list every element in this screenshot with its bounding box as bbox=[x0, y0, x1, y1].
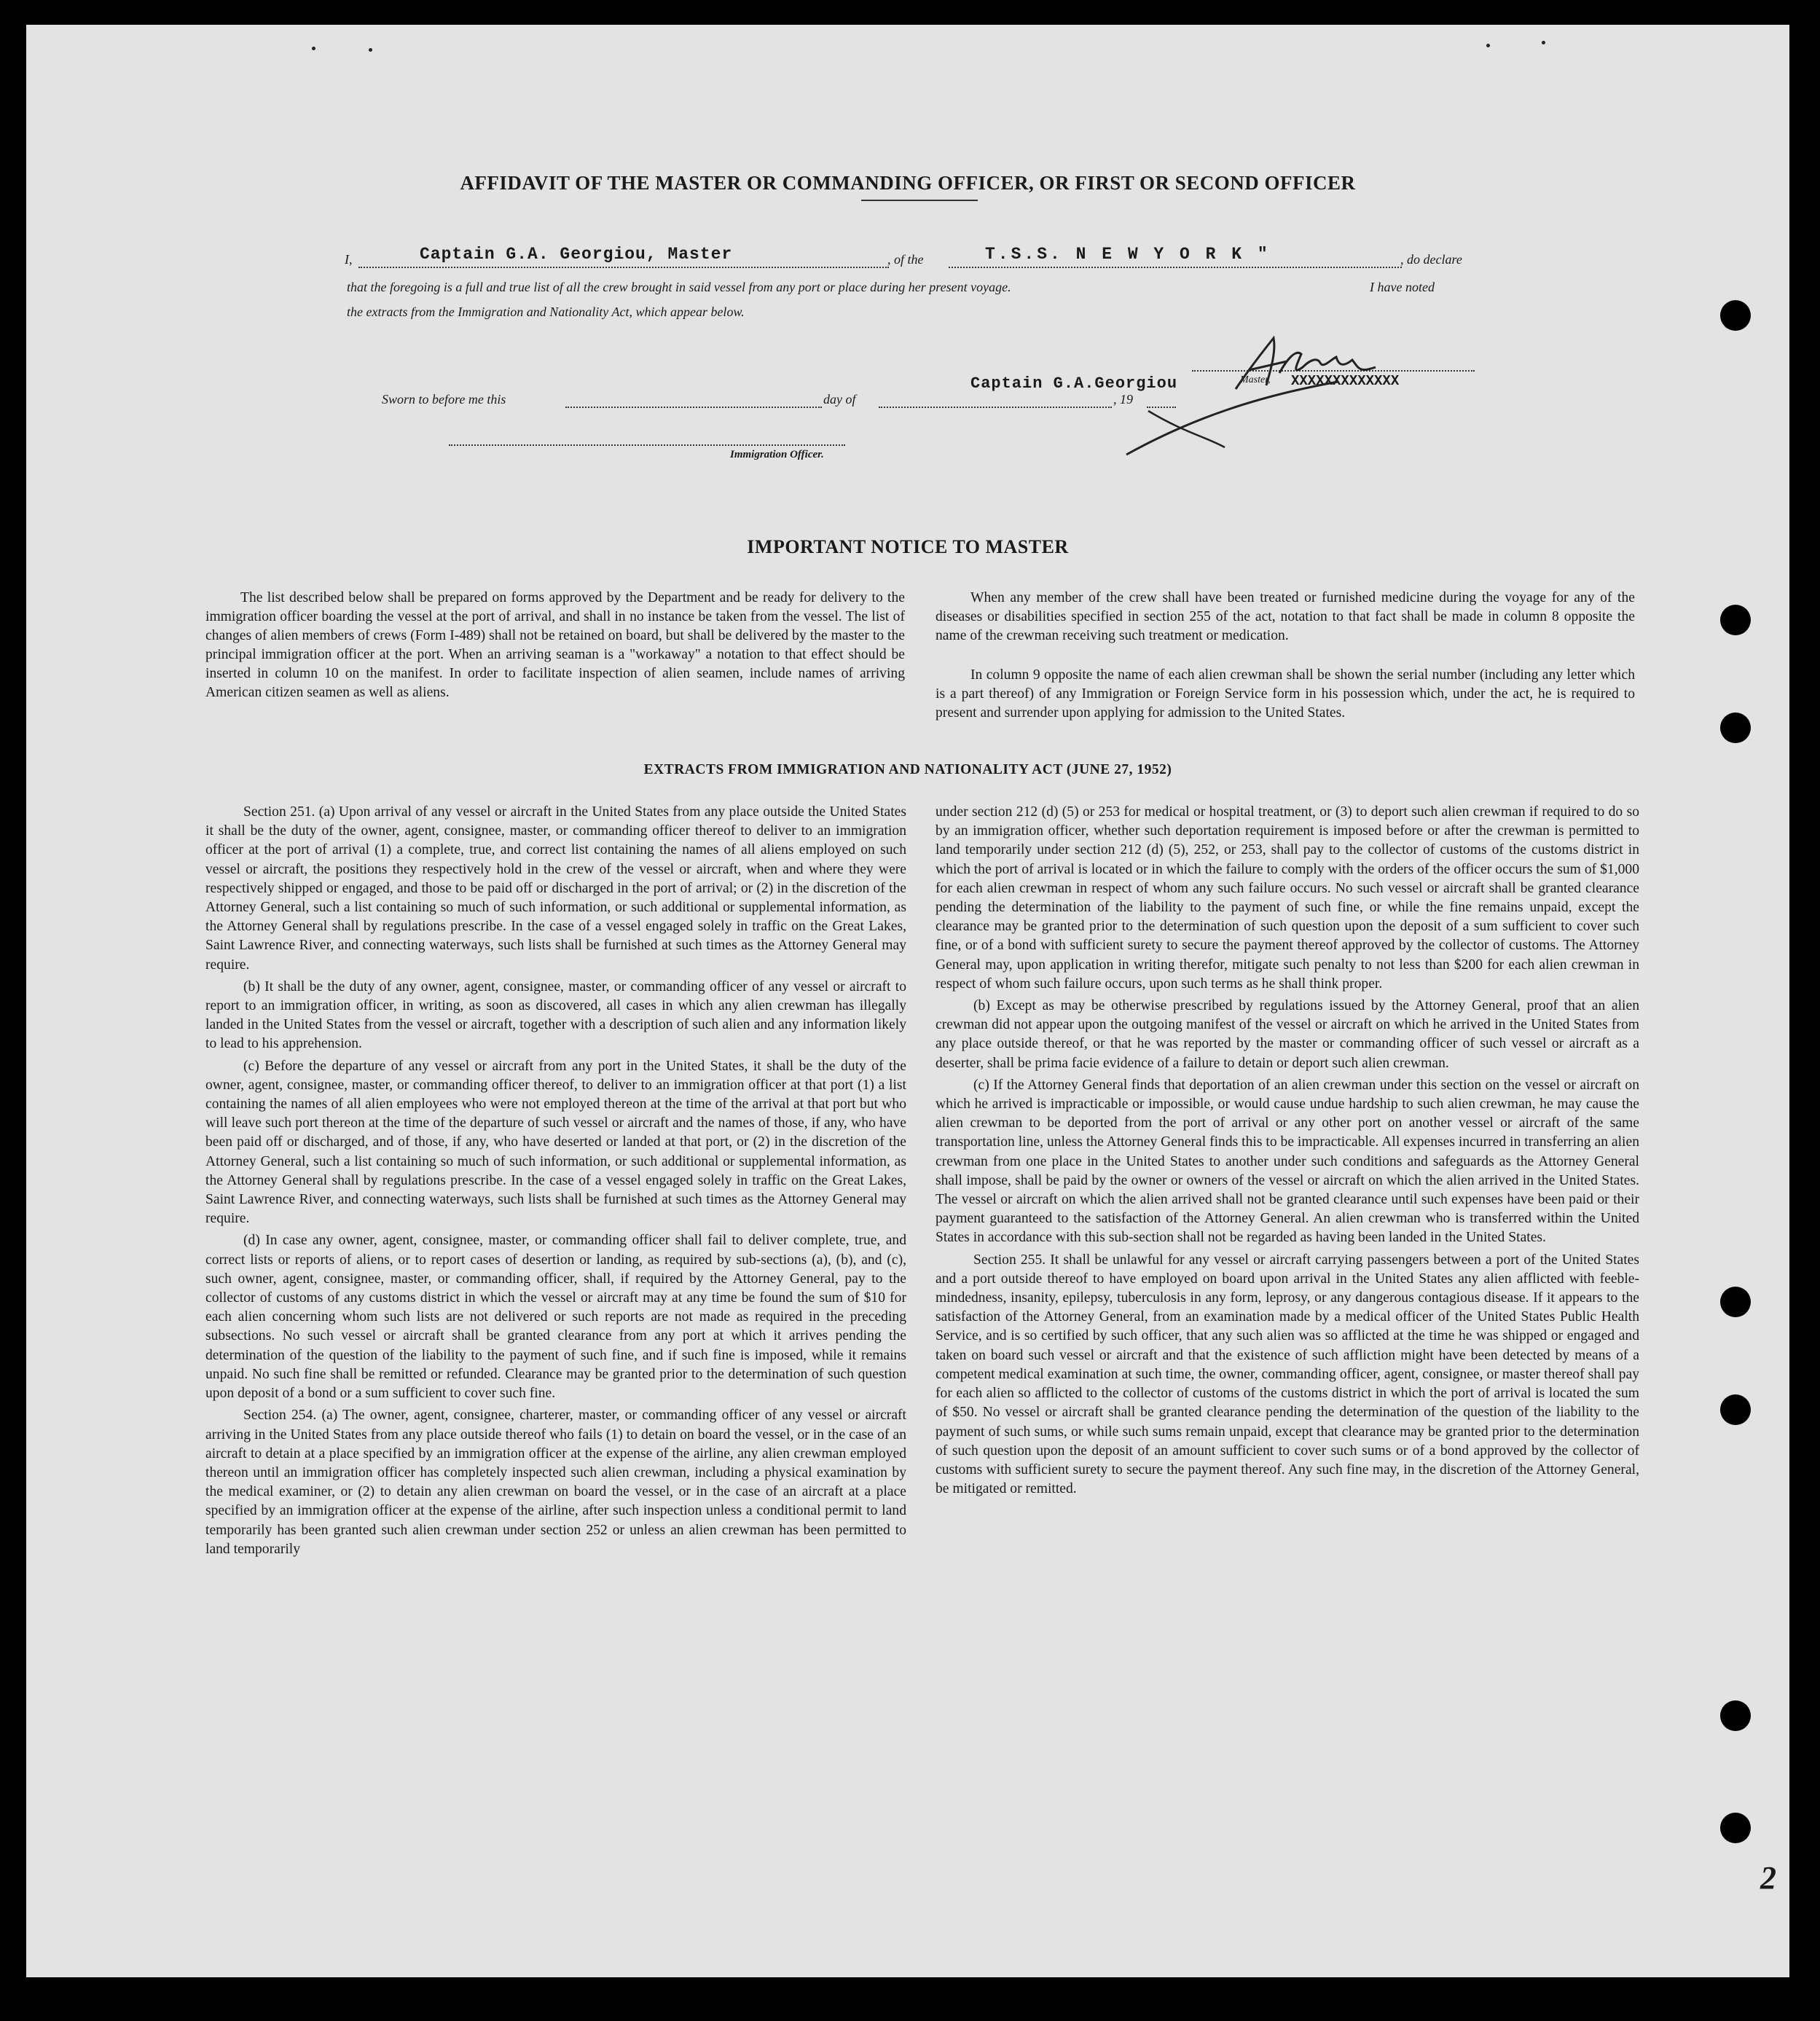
vessel-name: T.S.S. N E W Y O R K " bbox=[985, 245, 1271, 264]
i-label: I, bbox=[345, 252, 353, 267]
officer-label: Immigration Officer. bbox=[730, 449, 824, 460]
extracts-title: EXTRACTS FROM IMMIGRATION AND NATIONALITY ACT (JUNE 27, 1952) bbox=[643, 762, 1172, 777]
notice-left-text: The list described below shall be prepared on forms approved by the Department and be ready for delivery to the immigration officer boarding the vessel at the port of arrival, and shall in no instance be taken from the vessel. The list of changes of alien members of crews (Form I-489) shall not be retained on board, but shall be delivered by the master to the principal immigration officer at the port. When an arriving seaman is a "workaway" a notation to that effect should be inserted in column 10 on the manifest. In order to facilitate inspection of alien seamen, include names of arriving American citizen seamen as well as aliens. bbox=[205, 590, 905, 700]
title-rule bbox=[861, 200, 978, 201]
notice-right-text-2: In column 9 opposite the name of each alien crewman shall be shown the serial number (including any letter which is a part thereof) of any Immigration or Foreign Service form in his possession which, under the act, he is required to present and surrender upon applying for admission to the United States. bbox=[936, 667, 1635, 721]
section-251-d: (d) In case any owner, agent, consignee, master, or commanding officer shall fail to deliver complete, true, and correct lists or reports of aliens, or to report cases of desertion or landing, as required by sub-sections (a), (b), and (c), such owner, agent, consignee, master, or commanding officer, shall, if required by the Attorney General, pay to the collector of customs of any customs district in which the vessel or aircraft may at any time be found the sum of $10 for each alien concerning whom such lists are not delivered or such reports are not made as required in the preceding subsections. No such vessel or aircraft shall be granted clearance from any port at which it arrives pending the determination of the question of the liability to the payment of such fine, and if such fine is imposed, while it remains unpaid. No such fine shall be remitted or refunded. Clearance may be granted prior to the determination of such question upon deposit of a bond or a sum sufficient to cover such fine. bbox=[205, 1233, 906, 1402]
extracts-left-column bbox=[205, 803, 906, 1562]
page-mark: 2 bbox=[1760, 1860, 1776, 1896]
declare-label: , do declare bbox=[1400, 252, 1462, 267]
day-of-label: day of bbox=[823, 392, 856, 407]
punch-hole bbox=[1720, 605, 1751, 635]
declaration-line-2: the extracts from the Immigration and Nationality Act, which appear below. bbox=[347, 305, 745, 319]
speck bbox=[1486, 44, 1490, 47]
sworn-label: Sworn to before me this bbox=[382, 392, 506, 407]
section-251-a: Section 251. (a) Upon arrival of any vessel or aircraft in the United States from any place outside the United States it shall be the duty of the owner, agent, consignee, master, or commanding officer thereof to deliver to an immigration officer at the port of arrival (1) a complete, true, and correct list containing the names of all aliens employed on such vessel or aircraft, the positions they respectively hold in the crew of the vessel or aircraft, when and where they were respectively shipped or engaged, and those to be paid off or discharged in the port of arrival; or (2) in the discretion of the Attorney General, such a list containing so much of such information, or such additional or supplemental information, as the Attorney General shall by regulations prescribe. In the case of a vessel engaged solely in traffic on the Great Lakes, Saint Lawrence River, and connecting waterways, such lists shall be furnished at such times as the Attorney General may require. bbox=[205, 804, 906, 973]
punch-hole bbox=[1720, 1394, 1751, 1425]
sworn-month-line bbox=[879, 407, 1112, 408]
master-name-line bbox=[358, 267, 889, 268]
punch-hole bbox=[1720, 1700, 1751, 1731]
extracts-right-column bbox=[936, 803, 1639, 1502]
speck bbox=[1542, 41, 1545, 44]
punch-hole bbox=[1720, 1287, 1751, 1317]
speck bbox=[312, 47, 315, 50]
section-251-c: (c) Before the departure of any vessel or aircraft from any port in the United States, it shall be the duty of the owner, agent, consignee, master, or commanding officer thereof, to deliver to an immigration officer at that port (1) a list containing the names of all alien employees who were not employed thereon at the time of the arrival at that port but who will leave such port thereon at the time of the departure of such vessel or aircraft and the names of those, if any, who have been paid off or discharged, and of those, if any, who have deserted or landed at that port, or (2) in the discretion of the Attorney General, such a list containing so much of such information, or such additional or supplemental information, as the Attorney General shall by regulations prescribe. In the case of a vessel engaged solely in traffic on the Great Lakes, Saint Lawrence River, and connecting waterways, such lists shall be furnished at such times as the Attorney General may require. bbox=[205, 1058, 906, 1227]
year-label: , 19 bbox=[1113, 392, 1133, 407]
punch-hole bbox=[1720, 713, 1751, 743]
master-name: Captain G.A. Georgiou, Master bbox=[420, 245, 733, 264]
notice-right-text-1: When any member of the crew shall have been treated or furnished medicine during the voyage for any of the diseases or disabilities specified in section 255 of the act, notation to that fact shall be made in column 8 opposite the name of the crewman receiving such treatment or medication. bbox=[936, 590, 1635, 643]
vessel-name-line bbox=[949, 267, 1402, 268]
struck-text: XXXXXXXXXXXXX bbox=[1291, 373, 1400, 389]
signer-role: Master, bbox=[1240, 374, 1271, 385]
section-254-c: (c) If the Attorney General finds that deportation of an alien crewman under this section on the vessel or aircraft on which he arrived is impracticable or impossible, or would cause undue hardship to such alien crewman, he may cause the alien crewman to be deported from the port of arrival or any other port on another vessel or aircraft of the same transportation line, unless the Attorney General finds this to be impracticable. All expenses incurred in transferring an alien crewman from one place in the United States to another under such conditions and safeguards as the Attorney General shall impose, shall be paid by the owner or owners of the vessel or aircraft on which the alien arrived in the United States. The vessel or aircraft on which the alien arrived shall not be granted clearance until such expenses have been paid or their payment guaranteed to the satisfaction of the Attorney General. An alien crewman who is transferred within the United States in accordance with this sub-section shall not be regarded as having been landed in the United States. bbox=[936, 1077, 1639, 1246]
officer-signature-line bbox=[449, 444, 845, 446]
of-the-label: , of the bbox=[887, 252, 924, 267]
punch-hole bbox=[1720, 1813, 1751, 1843]
master-signature-icon bbox=[1105, 309, 1411, 484]
section-254-a-continued: under section 212 (d) (5) or 253 for medical or hospital treatment, or (3) to deport such alien crewman if required to do so by an immigration officer, whether such deportation requirement is imposed before or after the crewman is permitted to land temporarily under section 212 (d) (5), 252, or 253, shall pay to the collector of customs of the customs district in which the port of arrival is located or in which the failure to comply with the orders of the officer occurs the sum of $1,000 for each alien crewman in respect of whom any such failure occurs. No such vessel or aircraft shall be granted clearance pending the determination of the liability to the payment of such fine, or while the fine remains unpaid, except the clearance may be granted prior to the determination of such question upon the deposit of a sum sufficient to cover such fine, or of a bond with sufficient surety to secure the payment thereof approved by the collector of customs. The Attorney General may, upon application in writing therefor, mitigate such penalty to not less than $200 for each alien crewman in respect of whom such failure occurs, upon such terms as he shall think proper. bbox=[936, 804, 1639, 992]
punch-hole bbox=[1720, 300, 1751, 331]
signer-typed-name: Captain G.A.Georgiou bbox=[970, 374, 1178, 393]
section-254-b: (b) Except as may be otherwise prescribed by regulations issued by the Attorney General, proof that an alien crewman did not appear upon the outgoing manifest of the vessel or aircraft on which he arrived in the United States from any place outside thereof, or that he was reported by the master or commanding officer of such vessel or aircraft as a deserter, shall be prima facie evidence of a failure to detain or deport such alien crewman. bbox=[936, 998, 1639, 1071]
declaration-line-1: that the foregoing is a full and true list of all the crew brought in said vessel from any port or place during her present voyage. bbox=[347, 280, 1011, 294]
notice-title: IMPORTANT NOTICE TO MASTER bbox=[747, 536, 1069, 557]
speck bbox=[369, 48, 372, 52]
affidavit-title: AFFIDAVIT OF THE MASTER OR COMMANDING OFFICER, OR FIRST OR SECOND OFFICER bbox=[460, 172, 1356, 194]
sworn-day-line bbox=[565, 407, 822, 408]
section-254-a: Section 254. (a) The owner, agent, consignee, charterer, master, or commanding officer of any vessel or aircraft arriving in the United States from any place outside thereof who fails (1) to detain on board the vessel, or in the case of an aircraft to detain at a place specified by an immigration officer at the expense of the airline, any alien crewman employed thereon until an immigration officer has completely inspected such alien crewman, including a physical examination by the medical examiner, or (2) to detain any alien crewman on board the vessel, or in the case of an aircraft at a place specified by an immigration officer at the expense of the airline, after such inspection unless a conditional permit to land temporarily has been granted such alien crewman under section 252 or unless an alien crewman has been permitted to land temporarily bbox=[205, 1408, 906, 1557]
section-251-b: (b) It shall be the duty of any owner, agent, consignee, master, or commanding officer of any vessel or aircraft to report to an immigration officer, in writing, as soon as discovered, all cases in which any alien crewman has illegally landed in the United States from the vessel or aircraft, together with a description of such alien and any information likely to lead to his apprehension. bbox=[205, 978, 906, 1052]
document-page bbox=[26, 25, 1789, 1977]
section-255: Section 255. It shall be unlawful for any vessel or aircraft carrying passengers between a port of the United States and a port outside thereof to have employed on board upon arrival in the United States any alien afflicted with feeble-mindedness, insanity, epilepsy, tuberculosis in any form, leprosy, or any dangerous contagious disease. If it appears to the satisfaction of the Attorney General, from an examination made by a medical officer of the United States Public Health Service, and is so certified by such officer, that any such alien was so afflicted at the time he was shipped or engaged and taken on board such vessel or aircraft and that the existence of such affliction might have been detected by means of a competent medical examination at such time, the owner, commanding officer, agent, consignee, or master thereof shall pay for each alien so afflicted to the collector of customs of the customs district in which the port of arrival is located the sum of $50. No vessel or aircraft shall be granted clearance pending the determination of the question of the liability to the payment of such sums, or while such sums remain unpaid, except that clearance may be granted prior to the determination of such question upon the deposit of an amount sufficient to cover such sums or of a bond approved by the collector of customs with sufficient surety to secure the payment thereof. Any such fine may, in the discretion of the Attorney General, be mitigated or remitted. bbox=[936, 1252, 1639, 1497]
noted-label: I have noted bbox=[1370, 280, 1435, 294]
